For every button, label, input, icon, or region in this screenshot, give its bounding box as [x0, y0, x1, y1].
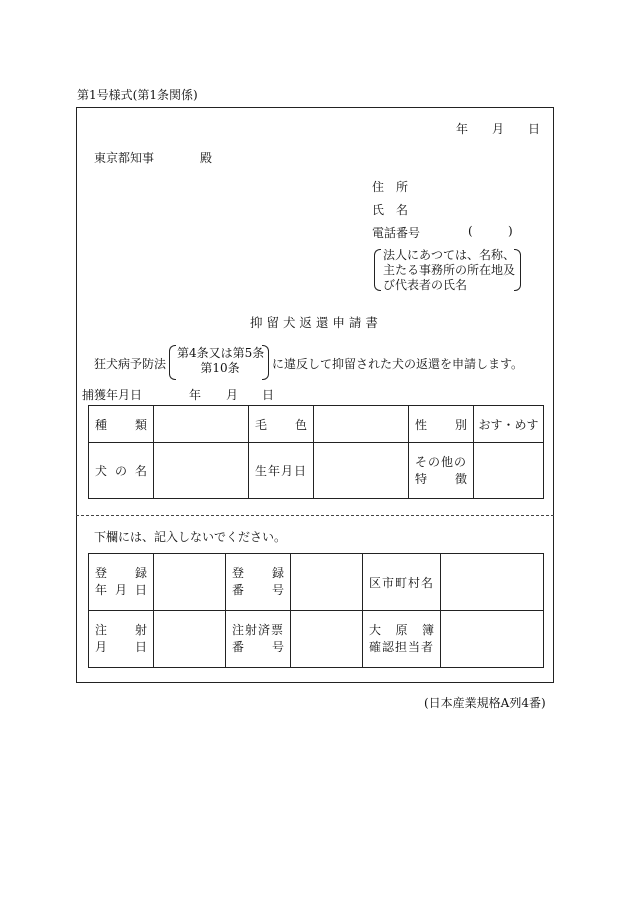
table-row	[89, 554, 544, 611]
corp-note-left-bracket	[374, 249, 381, 291]
other-features-value[interactable]	[474, 443, 544, 499]
birthdate-value[interactable]	[314, 443, 409, 499]
color-label: 毛 色	[249, 406, 314, 443]
corp-note-line-1: 法人にあつては、名称、	[383, 248, 516, 262]
sex-label: 性 別	[409, 406, 474, 443]
clause-2: 第10条	[200, 361, 240, 375]
date-day: 日	[528, 122, 541, 136]
corp-note-right-bracket	[514, 249, 521, 291]
injection-date-value[interactable]	[154, 611, 226, 668]
paper-size-note: (日本産業規格A列4番)	[424, 696, 546, 710]
registration-number-label: 登 録 番 号	[226, 554, 291, 611]
law-clauses	[177, 346, 263, 376]
applicant-name-label: 氏 名	[372, 203, 409, 217]
addressee: 東京都知事	[94, 151, 155, 165]
dog-name-value[interactable]	[154, 443, 249, 499]
cut-line	[76, 515, 554, 516]
injection-tag-number-value[interactable]	[291, 611, 363, 668]
applicant-phone-label: 電話番号	[372, 226, 421, 240]
office-use-note: 下欄には、記入しないでください。	[94, 530, 287, 544]
form-number-label: 第1号様式(第1条関係)	[77, 88, 198, 102]
date-month: 月	[492, 122, 505, 136]
birthdate-label: 生年月日	[249, 443, 314, 499]
corp-note-line-2: 主たる事務所の所在地及	[383, 263, 516, 277]
office-use-table	[88, 553, 544, 668]
honorific: 殿	[200, 151, 213, 165]
table-row	[89, 443, 544, 499]
corp-note-line-3: び代表者の氏名	[383, 278, 468, 292]
form-title: 抑 留 犬 返 還 申 請 書	[250, 315, 378, 330]
color-value[interactable]	[314, 406, 409, 443]
statement-text: に違反して抑留された犬の返還を申請します。	[272, 357, 524, 371]
injection-date-label: 注 射 月 日	[89, 611, 154, 668]
capture-date-month: 月	[226, 388, 239, 402]
phone-paren-close: )	[508, 224, 513, 238]
kind-label: 種 類	[89, 406, 154, 443]
other-features-label: その他の 特 徴	[409, 443, 474, 499]
municipality-value[interactable]	[441, 554, 544, 611]
registration-date-label: 登 録 年 月 日	[89, 554, 154, 611]
capture-date-year: 年	[189, 388, 202, 402]
injection-tag-number-label: 注射済票 番 号	[226, 611, 291, 668]
date-year: 年	[456, 122, 469, 136]
law-name: 狂犬病予防法	[94, 357, 167, 371]
applicant-address-label: 住 所	[372, 180, 409, 194]
clause-1: 第4条又は第5条	[177, 346, 265, 360]
ledger-checker-value[interactable]	[441, 611, 544, 668]
dog-info-table	[88, 405, 544, 499]
table-row	[89, 406, 544, 443]
phone-paren-open: (	[468, 224, 473, 238]
sex-value[interactable]: おす・めす	[474, 406, 544, 443]
registration-date-value[interactable]	[154, 554, 226, 611]
municipality-label: 区市町村名	[363, 554, 441, 611]
kind-value[interactable]	[154, 406, 249, 443]
capture-date-label: 捕獲年月日	[82, 388, 143, 402]
table-row	[89, 611, 544, 668]
clause-left-bracket	[169, 345, 176, 380]
registration-number-value[interactable]	[291, 554, 363, 611]
ledger-checker-label: 大 原 簿 確認担当者	[363, 611, 441, 668]
corp-note	[383, 248, 515, 293]
capture-date-day: 日	[262, 388, 275, 402]
dog-name-label: 犬 の 名	[89, 443, 154, 499]
